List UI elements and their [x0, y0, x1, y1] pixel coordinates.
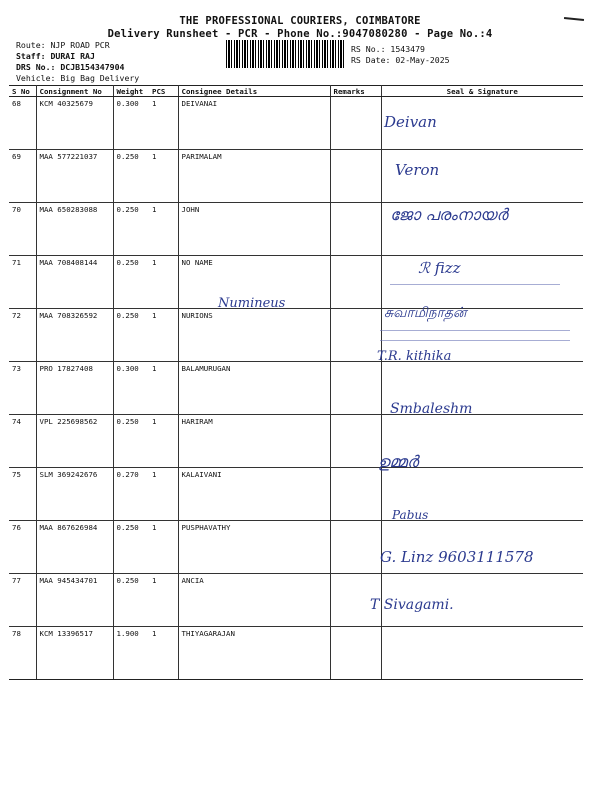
cell-consignee: PUSPHAVATHY	[178, 521, 330, 574]
runsheet-meta-left	[16, 40, 139, 84]
table-row	[9, 362, 583, 415]
cell-consignee: NURIONS	[178, 309, 330, 362]
cell-consignee: JOHN	[178, 203, 330, 256]
cell-consignee: PARIMALAM	[178, 150, 330, 203]
cell-consignment: MAA 650283088	[36, 203, 113, 256]
col-header-signature: Seal & Signature	[381, 86, 583, 97]
company-title: THE PROFESSIONAL COURIERS, COIMBATORE	[179, 15, 421, 27]
signature-72: சுவாமிநாதன்	[384, 305, 467, 321]
cell-remarks	[330, 521, 381, 574]
cell-consignment: KCM 13396517	[36, 627, 113, 680]
cell-weight: 0.250	[113, 521, 149, 574]
table-header-row	[9, 86, 583, 97]
cell-consignment: MAA 867626984	[36, 521, 113, 574]
signature-74: Smbaleshm	[390, 401, 473, 417]
signature-69: Veron	[395, 161, 440, 179]
cell-consignee: BALAMURUGAN	[178, 362, 330, 415]
cell-consignment: PRO 17827408	[36, 362, 113, 415]
cell-sno: 75	[9, 468, 36, 521]
table-row	[9, 256, 583, 309]
barcode	[226, 40, 344, 68]
cell-pcs: 1	[149, 150, 178, 203]
signature-73: T.R. kithika	[377, 349, 452, 364]
runsheet-subtitle: Delivery Runsheet - PCR - Phone No.:9047080280 - Page No.:4	[107, 28, 493, 40]
signature-78: T Sivagami.	[370, 597, 454, 613]
cell-consignment: MAA 708326592	[36, 309, 113, 362]
cell-consignee: KALAIVANI	[178, 468, 330, 521]
cell-sno: 70	[9, 203, 36, 256]
cell-consignment: KCM 40325679	[36, 97, 113, 150]
col-header-weight: Weight	[113, 86, 149, 97]
signature-76: Pabus	[392, 508, 429, 522]
runsheet-table	[9, 85, 583, 680]
cell-pcs: 1	[149, 627, 178, 680]
rs-date: RS Date: 02-May-2025	[351, 55, 450, 65]
cell-remarks	[330, 627, 381, 680]
cell-sno: 74	[9, 415, 36, 468]
table-row	[9, 150, 583, 203]
col-header-pcs: PCS	[149, 86, 178, 97]
cell-consignee: HARIRAM	[178, 415, 330, 468]
cell-weight: 0.250	[113, 150, 149, 203]
route-text: Route: NJP ROAD PCR	[16, 40, 110, 50]
cell-weight: 0.250	[113, 256, 149, 309]
cell-sno: 68	[9, 97, 36, 150]
table-row	[9, 627, 583, 680]
drs-text: DRS No.: DCJB154347904	[16, 62, 125, 72]
cell-sno: 69	[9, 150, 36, 203]
cell-pcs: 1	[149, 309, 178, 362]
col-header-sno: S No	[9, 86, 36, 97]
signature-68: Deivan	[384, 113, 437, 131]
cell-consignment: VPL 225698562	[36, 415, 113, 468]
table-row	[9, 97, 583, 150]
table-row	[9, 468, 583, 521]
cell-weight: 0.300	[113, 362, 149, 415]
cell-signature	[381, 256, 583, 309]
table-row	[9, 309, 583, 362]
signature-71: ℛ fizz	[418, 259, 461, 277]
cell-pcs: 1	[149, 203, 178, 256]
cell-sno: 73	[9, 362, 36, 415]
cell-sno: 72	[9, 309, 36, 362]
cell-remarks	[330, 362, 381, 415]
rs-number: RS No.: 1543479	[351, 44, 425, 54]
cell-pcs: 1	[149, 521, 178, 574]
cell-weight: 0.250	[113, 203, 149, 256]
table-row	[9, 574, 583, 627]
signature-77: G. Linz 9603111578	[380, 548, 534, 566]
cell-pcs: 1	[149, 362, 178, 415]
cell-weight: 0.250	[113, 415, 149, 468]
staff-text: Staff: DURAI RAJ	[16, 51, 95, 61]
signature-75: ഉമ്മർ	[378, 452, 419, 471]
table-row	[9, 415, 583, 468]
cell-remarks	[330, 150, 381, 203]
cell-pcs: 1	[149, 468, 178, 521]
cell-weight: 0.270	[113, 468, 149, 521]
cell-weight: 0.300	[113, 97, 149, 150]
cell-consignee: DEIVANAI	[178, 97, 330, 150]
cell-sno: 76	[9, 521, 36, 574]
cell-consignee: NO NAME	[178, 256, 330, 309]
cell-consignee: THIYAGARAJAN	[178, 627, 330, 680]
runsheet-meta-right	[351, 44, 450, 66]
col-header-remarks: Remarks	[330, 86, 381, 97]
signature-70: ജോ പരംനായർ	[390, 205, 508, 224]
cell-sno: 77	[9, 574, 36, 627]
cell-consignment: MAA 945434701	[36, 574, 113, 627]
vehicle-text: Vehicle: Big Bag Delivery	[16, 73, 140, 83]
col-header-consignee: Consignee Details	[178, 86, 330, 97]
cell-weight: 0.250	[113, 309, 149, 362]
cell-pcs: 1	[149, 574, 178, 627]
stamp-smudge	[390, 284, 560, 285]
cell-weight: 1.900	[113, 627, 149, 680]
col-header-consignment: Consignment No	[36, 86, 113, 97]
cell-consignee: ANCIA	[178, 574, 330, 627]
stamp-smudge	[380, 340, 570, 341]
cell-consignment: MAA 708408144	[36, 256, 113, 309]
cell-consignment: SLM 369242676	[36, 468, 113, 521]
cell-pcs: 1	[149, 97, 178, 150]
cell-sno: 78	[9, 627, 36, 680]
cell-remarks	[330, 203, 381, 256]
cell-consignment: MAA 577221037	[36, 150, 113, 203]
remark-72: Numineus	[218, 296, 286, 311]
stamp-smudge	[380, 330, 570, 331]
cell-remarks	[330, 468, 381, 521]
cell-signature	[381, 627, 583, 680]
cell-remarks	[330, 256, 381, 309]
cell-remarks	[330, 309, 381, 362]
cell-pcs: 1	[149, 415, 178, 468]
cell-sno: 71	[9, 256, 36, 309]
cell-remarks	[330, 415, 381, 468]
cell-weight: 0.250	[113, 574, 149, 627]
cell-pcs: 1	[149, 256, 178, 309]
cell-remarks	[330, 97, 381, 150]
